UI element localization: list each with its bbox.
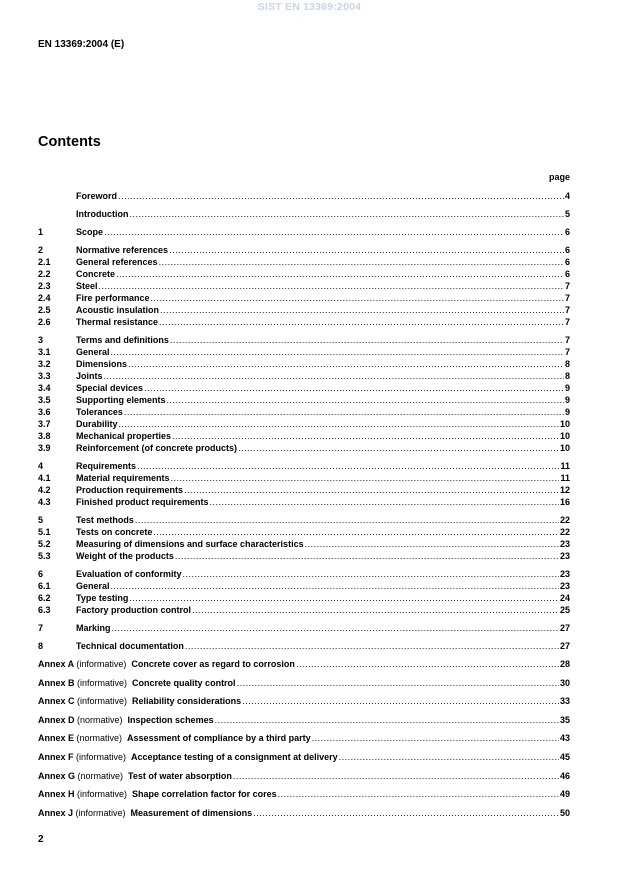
annex-id: Annex H <box>38 789 75 800</box>
annex-id: Annex A <box>38 659 74 669</box>
toc-entry-page: 6 <box>564 227 570 237</box>
toc-entry-number: 2 <box>38 245 44 255</box>
toc-entry[interactable] <box>38 568 570 580</box>
toc-entry-label: Evaluation of conformity <box>76 569 182 579</box>
toc-entry-page: 9 <box>564 395 570 405</box>
toc-entry-number: 4.2 <box>38 485 51 495</box>
toc-entry-page: 11 <box>560 461 570 471</box>
toc-entry-number: 6 <box>38 569 44 579</box>
toc-entry-label: Marking <box>76 623 111 633</box>
annex-id: Annex C <box>38 696 75 707</box>
toc-dot-leader <box>242 695 559 707</box>
toc-entry-label: Terms and definitions <box>76 335 169 345</box>
toc-dot-leader <box>104 370 564 382</box>
toc-entry-number: 3.6 <box>38 407 51 417</box>
toc-entry[interactable] <box>38 484 570 496</box>
toc-entry-page: 6 <box>564 245 570 255</box>
toc-dot-leader <box>171 472 560 484</box>
toc-entry-page: 23 <box>559 551 570 561</box>
toc-entry[interactable] <box>38 538 570 550</box>
toc-entry-label: Measuring of dimensions and surface characteristics <box>76 539 304 549</box>
toc-annex-entry[interactable] <box>38 807 570 819</box>
toc-entry[interactable] <box>38 430 570 442</box>
toc-annex-entry[interactable] <box>38 714 570 726</box>
toc-entry[interactable] <box>38 244 570 256</box>
toc-entry-page: 45 <box>559 751 570 762</box>
toc-entry-label: Type testing <box>76 593 129 603</box>
toc-entry-page: 7 <box>564 347 570 357</box>
toc-entry-page: 23 <box>559 569 570 579</box>
annex-title: Test of water absorption <box>128 770 232 781</box>
toc-entry-number: 1 <box>38 227 44 237</box>
toc-dot-leader <box>111 580 559 592</box>
toc-entry-label: Joints <box>76 371 103 381</box>
toc-entry[interactable] <box>38 226 570 238</box>
annex-id: Annex G <box>38 770 76 781</box>
toc-entry-label: General <box>76 347 110 357</box>
toc-entry-number: 2.2 <box>38 269 51 279</box>
toc-annex-entry[interactable] <box>38 677 570 689</box>
toc-entry[interactable] <box>38 346 570 358</box>
toc-entry[interactable] <box>38 304 570 316</box>
toc-entry-label: Production requirements <box>76 485 184 495</box>
toc-entry-number: 3.4 <box>38 383 51 393</box>
toc-annex-entry[interactable] <box>38 695 570 707</box>
toc-entry-page: 23 <box>559 539 570 549</box>
toc-entry[interactable] <box>38 358 570 370</box>
toc-entry-label: Normative references <box>76 245 169 255</box>
toc-dot-leader <box>118 190 564 202</box>
toc-dot-leader <box>296 658 559 670</box>
toc-entry[interactable] <box>38 370 570 382</box>
toc-dot-leader <box>253 807 559 819</box>
toc-annex-label <box>38 788 277 800</box>
toc-entry-number: 6.3 <box>38 605 51 615</box>
toc-entry-label: Mechanical properties <box>76 431 172 441</box>
toc-dot-leader <box>237 677 559 689</box>
toc-annex-entry[interactable] <box>38 788 570 800</box>
watermark: SIST EN 13369:2004 <box>257 1 362 13</box>
toc-dot-leader <box>170 334 564 346</box>
toc-entry-number: 2.1 <box>38 257 51 267</box>
toc-entry[interactable] <box>38 460 570 472</box>
toc-annex-label <box>38 658 295 670</box>
toc-entry-label: Special devices <box>76 383 144 393</box>
toc-dot-leader <box>144 382 564 394</box>
toc-entry[interactable] <box>38 514 570 526</box>
toc-entry-number: 5.1 <box>38 527 51 537</box>
toc-entry-page: 10 <box>559 431 570 441</box>
annex-id: Annex D <box>38 714 75 725</box>
toc-entry-page: 7 <box>564 305 570 315</box>
annex-title: Reliability considerations <box>132 696 242 707</box>
toc-annex-entry[interactable] <box>38 751 570 763</box>
toc-annex-label <box>38 714 214 726</box>
toc-annex-label <box>38 770 232 782</box>
toc-dot-leader <box>160 304 564 316</box>
toc-entry-label: Acoustic insulation <box>76 305 160 315</box>
toc-entry-label: Weight of the products <box>76 551 174 561</box>
annex-kind: (informative) <box>77 677 128 688</box>
toc-entry[interactable] <box>38 442 570 454</box>
toc-entry[interactable] <box>38 550 570 562</box>
toc-dot-leader <box>111 346 564 358</box>
annex-kind: (informative) <box>75 807 126 818</box>
toc-entry-number: 5.2 <box>38 539 51 549</box>
toc-entry-page: 27 <box>559 641 570 651</box>
toc-dot-leader <box>130 208 564 220</box>
toc-entry[interactable] <box>38 382 570 394</box>
toc-entry-label: Thermal resistance <box>76 317 159 327</box>
toc-entry-page: 16 <box>559 497 570 507</box>
toc-entry-label: Scope <box>76 227 104 237</box>
toc-dot-leader <box>153 526 559 538</box>
document-id: EN 13369:2004 (E) <box>38 39 125 50</box>
toc-entry[interactable] <box>38 316 570 328</box>
annex-title: Concrete cover as regard to corrosion <box>131 659 295 669</box>
toc-entry-page: 35 <box>559 714 570 725</box>
toc-entry[interactable] <box>38 292 570 304</box>
toc-entry-label: Durability <box>76 419 118 429</box>
toc-entry[interactable] <box>38 208 570 220</box>
toc-entry-number: 3.1 <box>38 347 51 357</box>
toc-entry[interactable] <box>38 580 570 592</box>
toc-entry-number: 8 <box>38 641 44 651</box>
toc-entry-number: 3.3 <box>38 371 51 381</box>
toc-entry-page: 30 <box>559 677 570 688</box>
toc-entry-label: Technical documentation <box>76 641 184 651</box>
toc-dot-leader <box>116 268 564 280</box>
toc-dot-leader <box>129 592 559 604</box>
toc-entry-label: General <box>76 581 110 591</box>
toc-dot-leader <box>135 514 559 526</box>
toc-dot-leader <box>159 256 564 268</box>
toc-entry-label: Reinforcement (of concrete products) <box>76 443 238 453</box>
toc-entry[interactable] <box>38 418 570 430</box>
toc-dot-leader <box>119 418 559 430</box>
toc-entry-page: 7 <box>564 281 570 291</box>
toc-entry-label: Foreword <box>76 191 118 201</box>
toc-entry-page: 5 <box>564 209 570 219</box>
toc-dot-leader <box>339 751 559 763</box>
toc-entry-page: 8 <box>564 371 570 381</box>
toc-entry-label: Finished product requirements <box>76 497 209 507</box>
toc-entry-number: 3.2 <box>38 359 51 369</box>
toc-annex-entry[interactable] <box>38 658 570 670</box>
annex-kind: (normative) <box>77 714 123 725</box>
toc-entry-page: 12 <box>559 485 570 495</box>
toc-entry-number: 3.8 <box>38 431 51 441</box>
toc-entry-number: 3.7 <box>38 419 51 429</box>
toc-entry-page: 33 <box>559 696 570 707</box>
toc-entry-page: 9 <box>564 407 570 417</box>
toc-dot-leader <box>210 496 559 508</box>
toc-dot-leader <box>175 550 559 562</box>
toc-entry-page: 6 <box>564 269 570 279</box>
toc-entry-page: 9 <box>564 383 570 393</box>
table-of-contents <box>38 190 570 819</box>
toc-entry-page: 6 <box>564 257 570 267</box>
toc-entry-label: Supporting elements <box>76 395 166 405</box>
toc-entry-page: 4 <box>564 191 570 201</box>
toc-entry-number: 2.4 <box>38 293 51 303</box>
annex-title: Assessment of compliance by a third party <box>127 733 311 744</box>
annex-kind: (informative) <box>77 696 128 707</box>
toc-entry-page: 7 <box>564 335 570 345</box>
toc-annex-label <box>38 695 241 707</box>
annex-kind: (informative) <box>76 659 127 669</box>
toc-entry[interactable] <box>38 190 570 202</box>
annex-title: Concrete quality control <box>132 677 236 688</box>
toc-dot-leader <box>312 732 559 744</box>
annex-kind: (informative) <box>76 751 127 762</box>
toc-dot-leader <box>104 226 564 238</box>
annex-id: Annex J <box>38 807 74 818</box>
toc-entry-label: General references <box>76 257 158 267</box>
toc-dot-leader <box>167 394 564 406</box>
toc-entry-page: 27 <box>559 623 570 633</box>
toc-entry-page: 7 <box>564 317 570 327</box>
toc-entry-number: 3.9 <box>38 443 51 453</box>
toc-annex-label <box>38 751 338 763</box>
toc-entry-page: 43 <box>559 733 570 744</box>
toc-entry-page: 7 <box>564 293 570 303</box>
toc-dot-leader <box>238 442 559 454</box>
annex-kind: (normative) <box>76 733 123 744</box>
toc-entry-number: 4.1 <box>38 473 51 483</box>
toc-entry-label: Steel <box>76 281 98 291</box>
toc-entry-page: 22 <box>559 515 570 525</box>
annex-title: Shape correlation factor for cores <box>132 789 277 800</box>
toc-entry-number: 2.5 <box>38 305 51 315</box>
toc-entry-page: 50 <box>559 807 570 818</box>
annex-id: Annex F <box>38 751 74 762</box>
annex-title: Acceptance testing of a consignment at delivery <box>131 751 338 762</box>
toc-entry-label: Requirements <box>76 461 137 471</box>
toc-annex-entry[interactable] <box>38 732 570 744</box>
toc-entry-number: 6.1 <box>38 581 51 591</box>
toc-entry[interactable] <box>38 496 570 508</box>
toc-entry[interactable] <box>38 280 570 292</box>
annex-kind: (normative) <box>77 770 124 781</box>
toc-entry-label: Factory production control <box>76 605 192 615</box>
toc-dot-leader <box>151 292 564 304</box>
toc-dot-leader <box>183 568 559 580</box>
toc-entry-label: Tolerances <box>76 407 123 417</box>
toc-dot-leader <box>124 406 564 418</box>
toc-entry-page: 25 <box>559 605 570 615</box>
annex-title: Inspection schemes <box>127 714 214 725</box>
toc-dot-leader <box>184 484 559 496</box>
toc-dot-leader <box>305 538 559 550</box>
toc-dot-leader <box>172 430 559 442</box>
toc-entry-label: Material requirements <box>76 473 170 483</box>
toc-entry-number: 3 <box>38 335 44 345</box>
toc-dot-leader <box>215 714 559 726</box>
toc-entry[interactable] <box>38 256 570 268</box>
toc-entry-page: 10 <box>559 443 570 453</box>
toc-entry-number: 5.3 <box>38 551 51 561</box>
toc-dot-leader <box>169 244 564 256</box>
toc-entry-page: 28 <box>559 659 570 669</box>
toc-entry-label: Dimensions <box>76 359 128 369</box>
toc-entry[interactable] <box>38 604 570 616</box>
toc-entry[interactable] <box>38 406 570 418</box>
toc-entry-page: 24 <box>559 593 570 603</box>
annex-id: Annex B <box>38 677 75 688</box>
toc-dot-leader <box>278 788 559 800</box>
toc-dot-leader <box>112 622 559 634</box>
page-title: Contents <box>38 134 101 150</box>
toc-entry[interactable] <box>38 334 570 346</box>
toc-entry-page: 11 <box>560 473 570 483</box>
toc-entry-number: 6.2 <box>38 593 51 603</box>
toc-entry-page: 46 <box>559 770 570 781</box>
toc-entry-page: 49 <box>559 789 570 800</box>
toc-entry[interactable] <box>38 472 570 484</box>
toc-dot-leader <box>159 316 564 328</box>
toc-entry[interactable] <box>38 268 570 280</box>
toc-entry-number: 3.5 <box>38 395 51 405</box>
toc-entry[interactable] <box>38 526 570 538</box>
toc-entry-page: 8 <box>564 359 570 369</box>
toc-entry[interactable] <box>38 622 570 634</box>
toc-entry-number: 2.6 <box>38 317 51 327</box>
toc-entry-label: Fire performance <box>76 293 150 303</box>
toc-dot-leader <box>99 280 564 292</box>
toc-dot-leader <box>128 358 564 370</box>
toc-annex-label <box>38 807 252 819</box>
toc-dot-leader <box>137 460 559 472</box>
toc-entry[interactable] <box>38 592 570 604</box>
toc-entry-label: Tests on concrete <box>76 527 153 537</box>
annex-kind: (informative) <box>77 789 128 800</box>
toc-entry[interactable] <box>38 640 570 652</box>
toc-dot-leader <box>185 640 559 652</box>
toc-entry-number: 4.3 <box>38 497 51 507</box>
toc-entry[interactable] <box>38 394 570 406</box>
toc-dot-leader <box>192 604 559 616</box>
toc-entry-page: 22 <box>559 527 570 537</box>
toc-annex-label <box>38 677 236 689</box>
annex-title: Measurement of dimensions <box>130 807 253 818</box>
toc-entry-number: 2.3 <box>38 281 51 291</box>
page-number: 2 <box>38 834 44 845</box>
page-column-label: page <box>548 172 570 182</box>
toc-entry-page: 10 <box>559 419 570 429</box>
toc-dot-leader <box>233 770 559 782</box>
toc-entry-page: 23 <box>559 581 570 591</box>
toc-entry-number: 5 <box>38 515 44 525</box>
toc-annex-label <box>38 732 311 744</box>
toc-entry-label: Test methods <box>76 515 134 525</box>
toc-entry-number: 7 <box>38 623 44 633</box>
annex-id: Annex E <box>38 733 75 744</box>
toc-annex-entry[interactable] <box>38 770 570 782</box>
toc-entry-label: Introduction <box>76 209 129 219</box>
toc-entry-number: 4 <box>38 461 44 471</box>
toc-entry-label: Concrete <box>76 269 116 279</box>
